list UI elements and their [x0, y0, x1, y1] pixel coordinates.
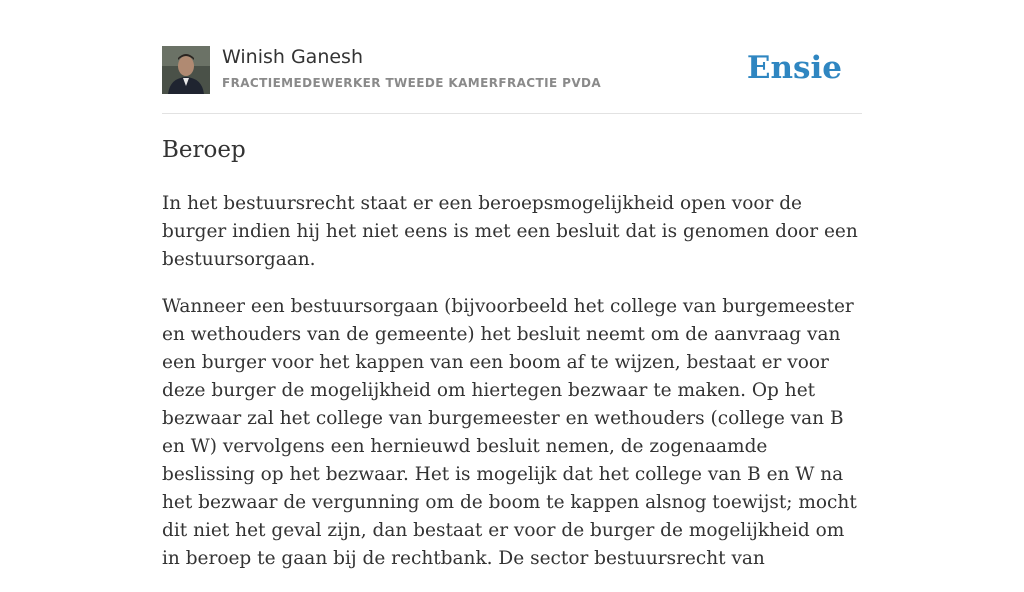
article-title: Beroep — [162, 137, 246, 163]
header-divider — [162, 113, 862, 114]
author-role: FRACTIEMEDEWERKER TWEEDE KAMERFRACTIE PVDA — [222, 76, 602, 90]
author-header — [162, 46, 862, 96]
article-body — [162, 190, 864, 592]
article-paragraph: Wanneer een bestuursorgaan (bijvoorbeeld het college van burgemeester en wethouders van de gemeente) het besluit neemt om de aanvraag van een burger voor het kappen van een boom af te wijzen, bestaat er voor deze burger de mogelijkheid om hiertegen bezwaar te maken. Op het bezwaar zal het college van burgemeester en wethouders (college van B en W) vervolgens een hernieuwd besluit nemen, de zogenaamde beslissing op het bezwaar. Het is mogelijk dat het college van B en W na het bezwaar de vergunning om de boom te kappen alsnog toewijst; mocht dit niet het geval zijn, dan bestaat er voor de burger de mogelijkheid om in beroep te gaan bij de rechtbank. De sector bestuursrecht van — [162, 296, 857, 569]
author-name[interactable]: Winish Ganesh — [222, 46, 363, 68]
avatar-photo-icon — [162, 46, 210, 94]
ensie-logo[interactable]: Ensie — [746, 50, 842, 86]
article-paragraph: In het bestuursrecht staat er een beroepsmogelijkheid open voor de burger indien hij het niet eens is met een besluit dat is genomen door een bestuursorgaan. — [162, 193, 858, 270]
avatar[interactable] — [162, 46, 210, 94]
